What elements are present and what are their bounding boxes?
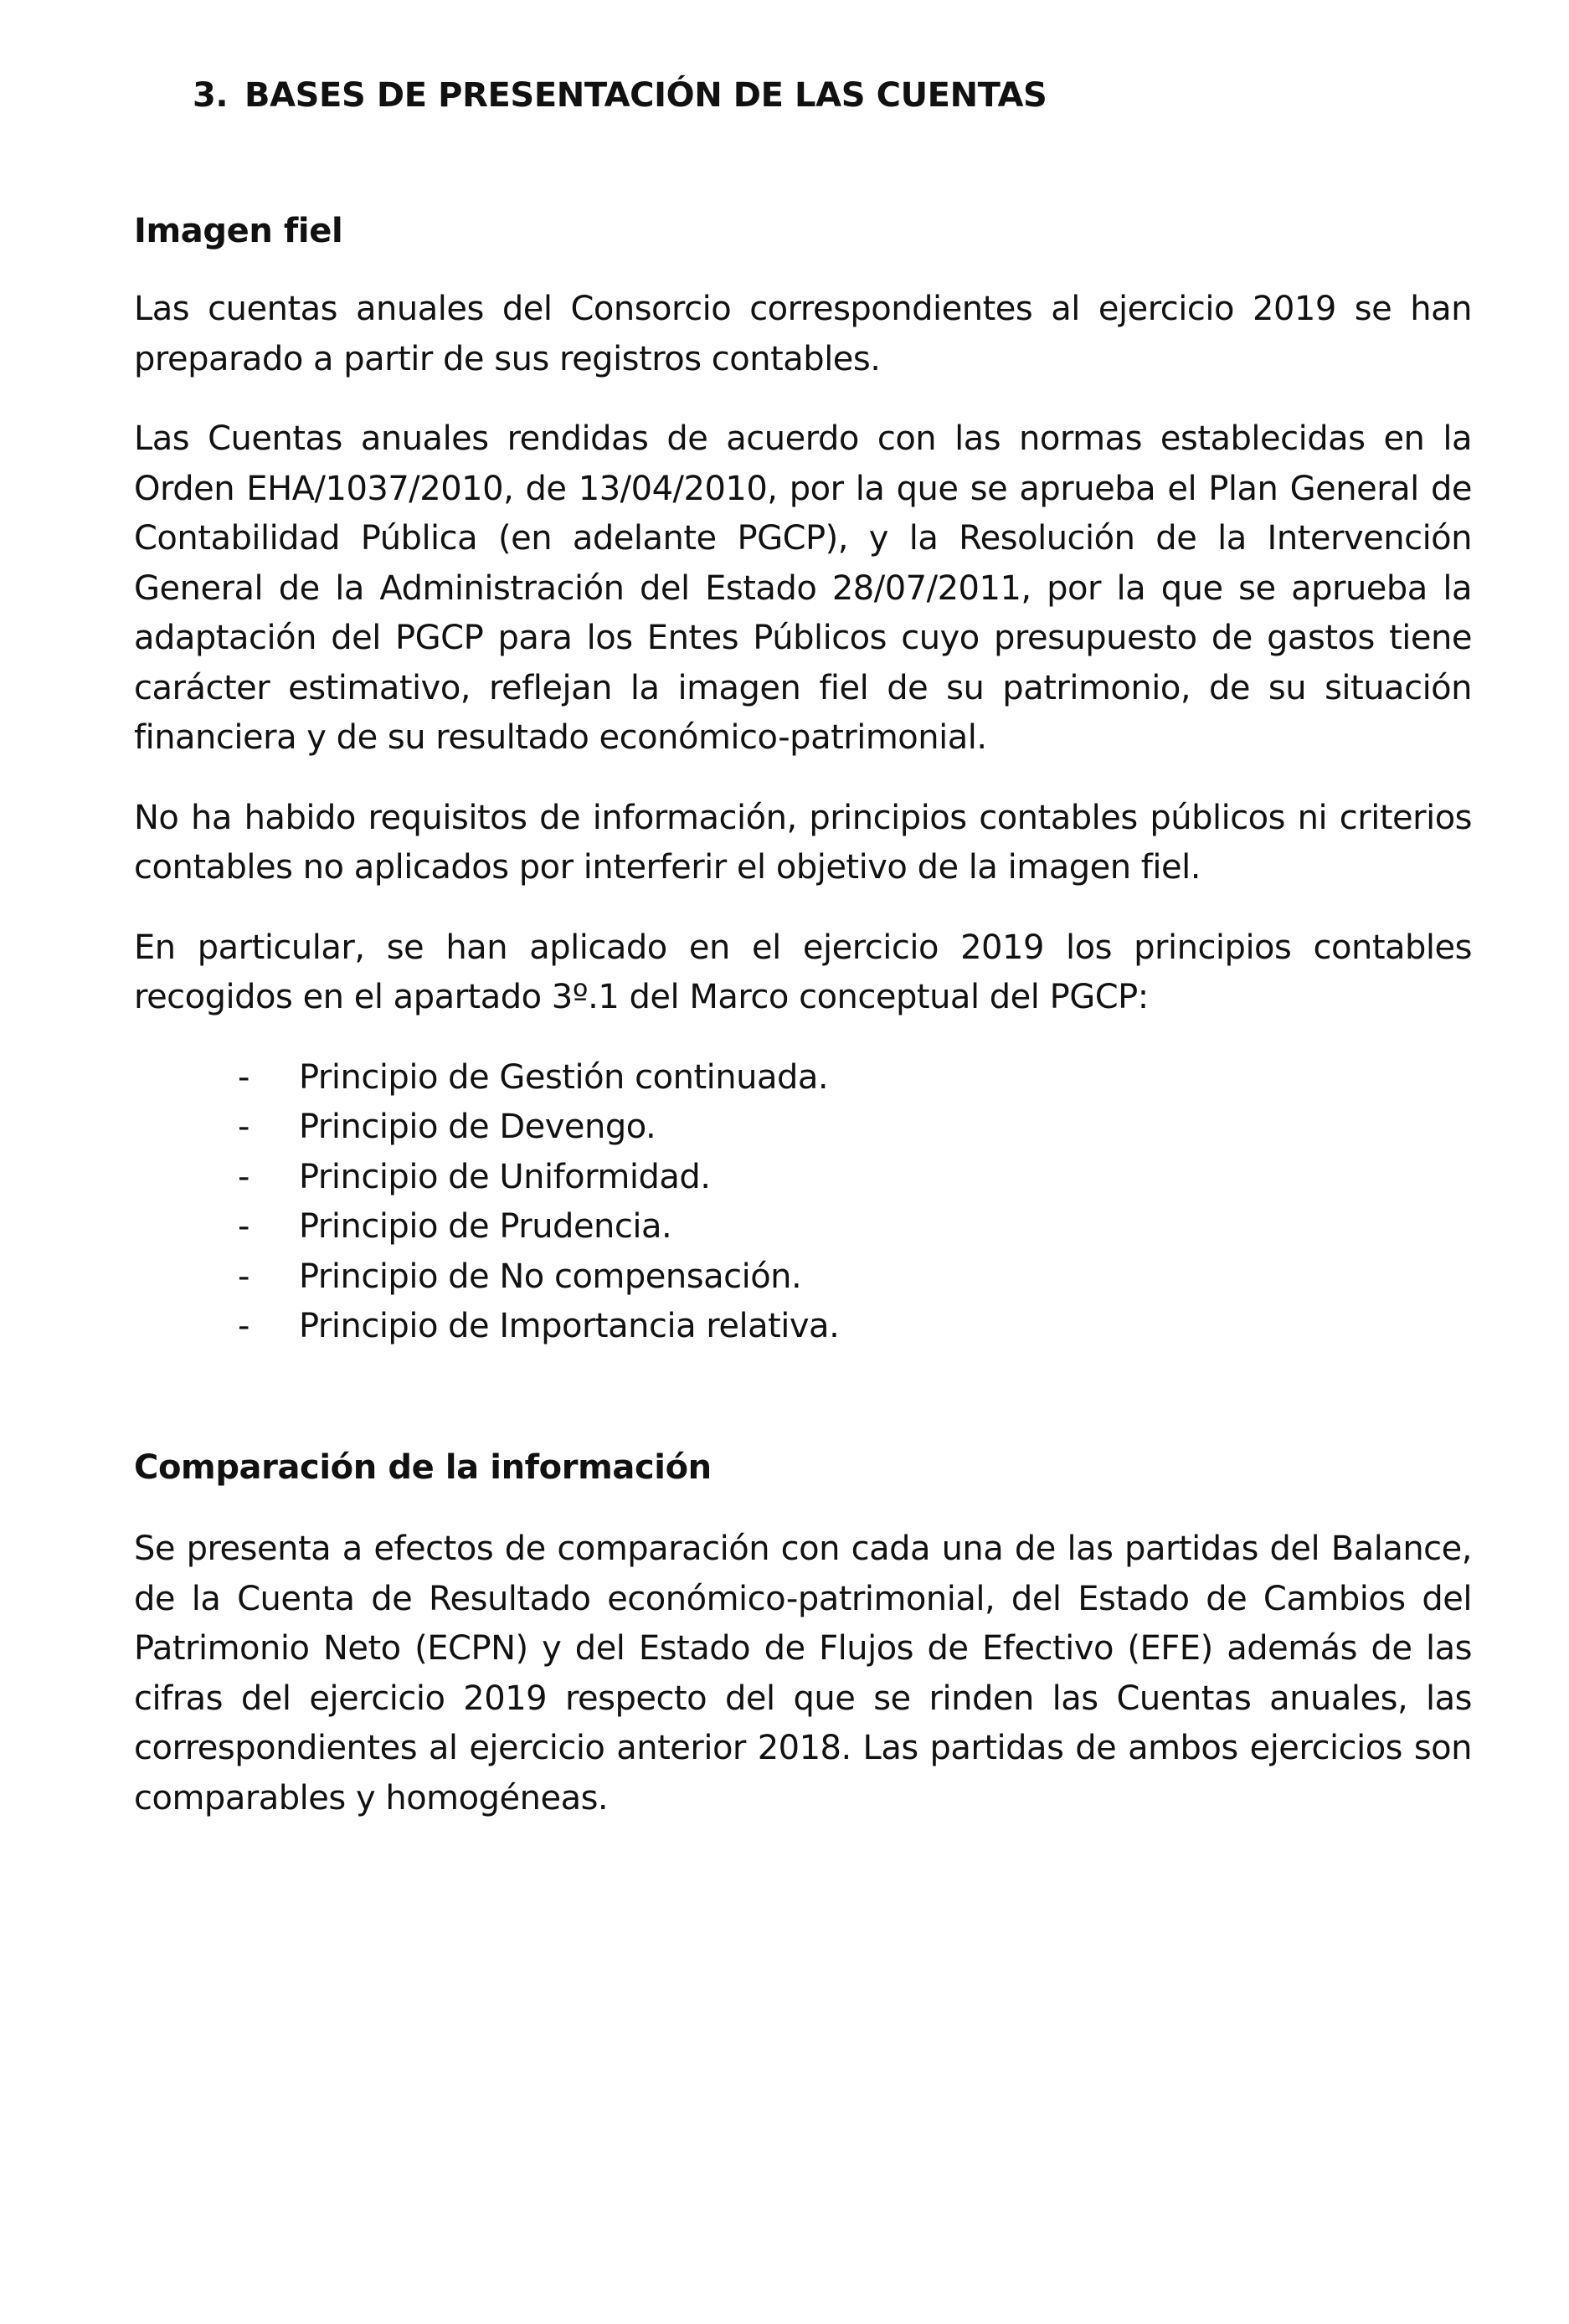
list-item-text: Principio de Prudencia.: [299, 1207, 672, 1247]
list-item: [134, 1202, 1472, 1252]
list-item-text: Principio de No compensación.: [299, 1257, 802, 1296]
bullet-dash: -: [238, 1207, 249, 1247]
paragraph-requisitos: No ha habido requisitos de información, principios contables públicos ni criterios contables no aplicados por interferir el objetivo de la imagen fiel.: [134, 798, 1472, 887]
list-item-text: Principio de Uniformidad.: [299, 1157, 711, 1196]
list-item-text: Principio de Importancia relativa.: [299, 1307, 840, 1346]
page-content: [134, 67, 1472, 1823]
comparacion-heading: Comparación de la información: [134, 1448, 712, 1488]
section-number: 3.: [193, 76, 229, 115]
bullet-dash: -: [238, 1157, 249, 1196]
bullet-dash: -: [238, 1307, 249, 1346]
section-title: [193, 67, 1472, 124]
bullet-dash: -: [238, 1057, 249, 1097]
list-item: [134, 1153, 1472, 1203]
paragraph-comparacion: Se presenta a efectos de comparación con cada una de las partidas del Balance, de la Cuenta de Resultado económico-patrimonial, del Estado de Cambios del Patrimonio Neto (ECPN) y del Estado de Flujos de Efectivo (EFE) además de las cifras del ejercicio 2019 respecto del que se rinden las Cuentas anuales, las correspondientes al ejercicio anterior 2018. Las partidas de ambos ejercicios son comparables y homogéneas.: [134, 1530, 1472, 1818]
imagen-fiel-heading: Imagen fiel: [134, 212, 343, 250]
paragraph-normas: Las Cuentas anuales rendidas de acuerdo con las normas establecidas en la Orden EHA/1037/2010, de 13/04/2010, por la que se aprueba el Plan General de Contabilidad Pública (en adelante PGCP), y la Resolución de la Intervención General de la Administración del Estado 28/07/2011, por la que se aprueba la adaptación del PGCP para los Entes Públicos cuyo presupuesto de gastos tiene carácter estimativo, reflejan la imagen fiel de su patrimonio, de su situación financiera y de su resultado económico-patrimonial.: [134, 419, 1472, 757]
list-item: [134, 1053, 1472, 1103]
paragraph-cuentas-anuales: Las cuentas anuales del Consorcio correspondientes al ejercicio 2019 se han preparado a partir de sus registros contables.: [134, 290, 1472, 378]
list-item-text: Principio de Gestión continuada.: [299, 1057, 829, 1097]
bullet-dash: -: [238, 1108, 249, 1147]
list-item: [134, 1103, 1472, 1153]
principles-list: [134, 1053, 1472, 1353]
list-item: [134, 1252, 1472, 1303]
list-item-text: Principio de Devengo.: [299, 1108, 656, 1147]
paragraph-principios-intro: En particular, se han aplicado en el ejercicio 2019 los principios contables recogidos en el apartado 3º.1 del Marco conceptual del PGCP:: [134, 928, 1472, 1016]
list-item: [134, 1302, 1472, 1352]
section-title-text: BASES DE PRESENTACIÓN DE LAS CUENTAS: [244, 76, 1047, 115]
bullet-dash: -: [238, 1257, 249, 1296]
